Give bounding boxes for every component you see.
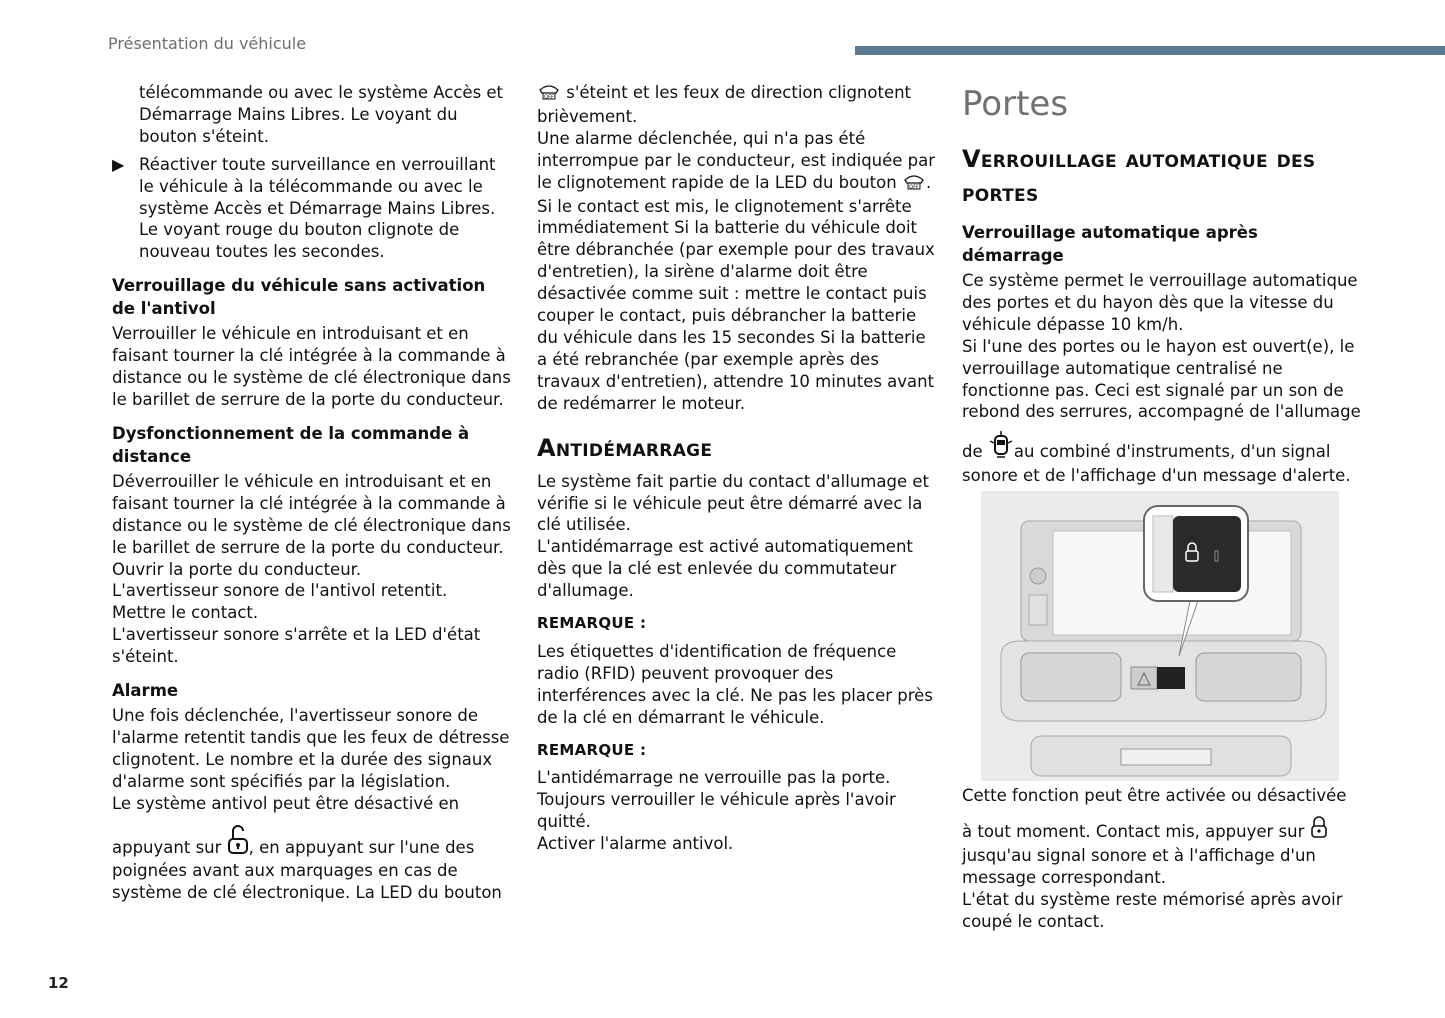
paragraph: L'état du système reste mémorisé après avoir coupé le contact. <box>962 889 1343 931</box>
paragraph: Toujours verrouiller le véhicule après l'avoir quitté. <box>537 790 896 832</box>
paragraph: Verrouiller le véhicule en introduisant et en faisant tourner la clé intégrée à la commande à distance ou le système de clé électronique dans le barillet de serrure de la porte du conducteur. <box>112 324 511 409</box>
arrow-bullet-icon: ▶ <box>112 154 125 174</box>
svg-text:OFF: OFF <box>544 94 554 100</box>
lock-icon <box>1310 815 1328 845</box>
paragraph: Une alarme déclenchée, qui n'a pas été interrompue par le conducteur, est indiquée par le clignotement rapide de la LED du bouton OFF . <box>537 128 937 196</box>
paragraph: Déverrouiller le véhicule en introduisant et en faisant tourner la clé intégrée à la commande à distance ou le système de clé électronique dans le barillet de serrure de la porte du conducteur. <box>112 471 511 557</box>
alarm-off-icon <box>902 172 926 196</box>
heading-immobiliser: Antidémarrage <box>537 433 713 462</box>
header-bar <box>855 46 1445 55</box>
paragraph: Activer l'alarme antivol. <box>537 834 734 854</box>
paragraph: Une fois déclenchée, l'avertisseur sonore de l'alarme retentit tandis que les feux de détresse clignotent. Le nombre et la durée des signaux d'alarme sont spécifiés par la législation. <box>112 706 510 791</box>
remark-label: REMARQUE : <box>537 740 647 759</box>
alarm-off-icon <box>537 82 561 106</box>
column-2 <box>537 82 937 855</box>
paragraph: L'antidémarrage est activé automatiquement dès que la clé est enlevée du commutateur d'allumage. <box>537 537 913 601</box>
paragraph: Mettre le contact. <box>112 603 259 623</box>
car-door-open-warning-icon <box>988 431 1014 465</box>
heading-alarm: Alarme <box>112 681 179 701</box>
paragraph: Ce système permet le verrouillage automatique des portes et du hayon dès que la vitesse du véhicule dépasse 10 km/h. <box>962 271 1358 334</box>
paragraph: à tout moment. Contact mis, appuyer sur jusqu'au signal sonore et à l'affichage d'un message correspondant. <box>962 815 1362 889</box>
bullet-item: ▶ Réactiver toute surveillance en verrouillant le véhicule à la télécommande ou avec le système Accès et Démarrage Mains Libres. Le voyant rouge du bouton clignote de nouveau toutes les secondes. <box>112 154 496 262</box>
paragraph: Ouvrir la porte du conducteur. <box>112 559 362 579</box>
heading-after-start: Verrouillage automatique après démarrage <box>962 223 1258 265</box>
column-3 <box>962 82 1362 933</box>
paragraph: Cette fonction peut être activée ou désactivée <box>962 786 1347 806</box>
svg-text:OFF: OFF <box>909 183 919 190</box>
paragraph: OFF s'éteint et les feux de direction clignotent brièvement. <box>537 83 912 126</box>
page-number: 12 <box>48 974 69 992</box>
heading-remote-malfunction: Dysfonctionnement de la commande à distance <box>112 423 470 466</box>
paragraph: de au combiné d'instruments, d'un signal sonore et de l'affichage d'un message d'alerte. <box>962 431 1362 487</box>
column-1 <box>112 82 512 904</box>
paragraph: appuyant sur , en appuyant sur l'une des poignées avant aux marquages en cas de système de clé électronique. La LED du bouton <box>112 823 512 905</box>
paragraph: Le système antivol peut être désactivé en <box>112 793 460 813</box>
unlock-icon <box>227 823 249 861</box>
dashboard-lock-button-illustration <box>981 491 1339 781</box>
paragraph: L'avertisseur sonore s'arrête et la LED d'état s'éteint. <box>112 625 481 667</box>
chapter-title: Portes <box>962 84 1069 124</box>
heading-auto-lock: Verrouillage automatique des portes <box>962 145 1316 207</box>
heading-lock-without-alarm: Verrouillage du véhicule sans activation de l'antivol <box>112 276 486 319</box>
paragraph: L'antidémarrage ne verrouille pas la porte. <box>537 768 891 788</box>
paragraph: Si le contact est mis, le clignotement s'arrête immédiatement Si la batterie du véhicule doit être débranchée (par exemple pour des travaux d'entretien), la sirène d'alarme doit être désactivée comme suit : mettre le contact puis couper le contact, puis débrancher la batterie du véhicule dans les 15 secondes Si la batterie a été rebranchée (par exemple après des travaux d'entretien), attendre 10 minutes avant de redémarrer le moteur. <box>537 196 935 413</box>
paragraph: Le système fait partie du contact d'allumage et vérifie si le véhicule peut être démarré avec la clé utilisée. <box>537 471 929 535</box>
paragraph: L'avertisseur sonore de l'antivol retentit. <box>112 581 448 601</box>
paragraph: Si l'une des portes ou le hayon est ouvert(e), le verrouillage automatique centralisé ne fonctionne pas. Ceci est signalé par un son de rebond des serrures, accompagné de l'allumage <box>962 336 1361 422</box>
remark-label: REMARQUE : <box>537 614 647 633</box>
section-header: Présentation du véhicule <box>108 34 307 53</box>
paragraph: télécommande ou avec le système Accès et Démarrage Mains Libres. Le voyant du bouton s'éteint. <box>139 83 504 146</box>
paragraph: Les étiquettes d'identification de fréquence radio (RFID) peuvent provoquer des interférences avec la clé. Ne pas les placer près de la clé en démarrant le véhicule. <box>537 641 933 727</box>
